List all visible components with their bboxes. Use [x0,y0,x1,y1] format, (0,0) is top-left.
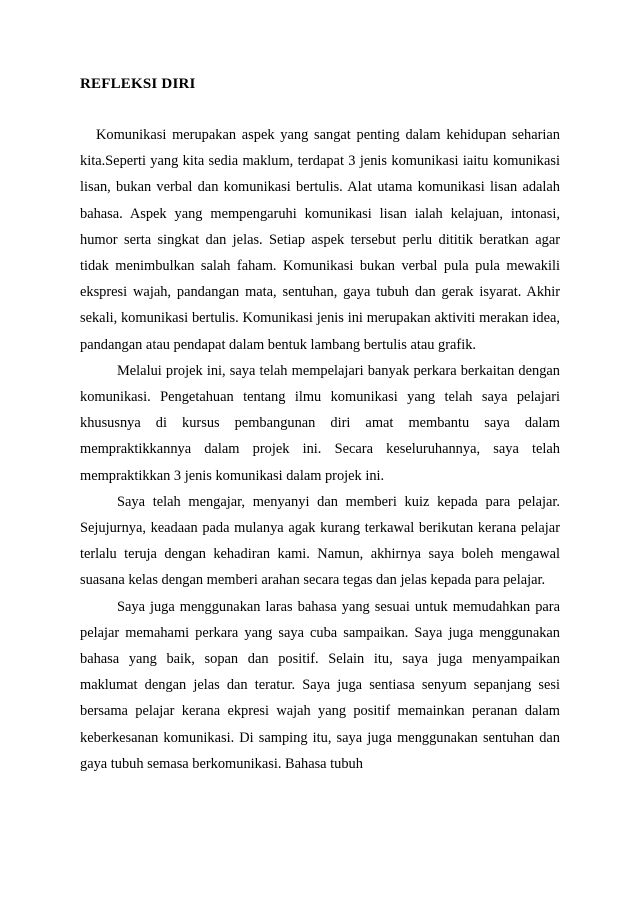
paragraph-laras-bahasa: Saya juga menggunakan laras bahasa yang sesuai untuk memudahkan para pelajar memahami perkara yang saya cuba sampaikan. Saya juga menggunakan bahasa yang baik, sopan dan positif. Selain itu, saya juga menyampaikan maklumat dengan jelas dan teratur. Saya juga sentiasa senyum sepanjang sesi bersama pelajar kerana ekpresi wajah yang positif memainkan peranan dalam keberkesanan komunikasi. Di samping itu, saya juga menggunakan sentuhan dan gaya tubuh semasa berkomunikasi. Bahasa tubuh [80,598,560,772]
document-body [80,122,560,777]
document-title: REFLEKSI DIRI [80,76,196,92]
paragraph-komunikasi: Komunikasi merupakan aspek yang sangat penting dalam kehidupan seharian kita.Seperti yang kita sedia maklum, terdapat 3 jenis komunikasi iaitu komunikasi lisan, bukan verbal dan komunikasi bertulis. Alat utama komunikasi lisan adalah bahasa. Aspek yang mempengaruhi komunikasi lisan ialah kelajuan, intonasi, humor serta singkat dan jelas. Setiap aspek tersebut perlu dititik beratkan agar tidak menimbulkan salah faham. Komunikasi bukan verbal pula pula mewakili ekspresi wajah, pandangan mata, sentuhan, gaya tubuh dan gerak isyarat. Akhir sekali, komunikasi bertulis. Komunikasi jenis ini merupakan aktiviti merakan idea, pandangan atau pendapat dalam bentuk lambang bertulis atau grafik. [80,127,560,353]
paragraph-projek: Melalui projek ini, saya telah mempelajari banyak perkara berkaitan dengan komunikasi. Pengetahuan tentang ilmu komunikasi yang telah saya pelajari khususnya di kursus pembangunan diri amat membantu saya dalam mempraktikkannya dalam projek ini. Secara keseluruhannya, saya telah mempraktikkan 3 jenis komunikasi dalam projek ini. [80,362,560,484]
paragraph-mengajar: Saya telah mengajar, menyanyi dan memberi kuiz kepada para pelajar. Sejujurnya, keadaan pada mulanya agak kurang terkawal berikutan kerana pelajar terlalu teruja dengan kehadiran kami. Namun, akhirnya saya boleh mengawal suasana kelas dengan memberi arahan secara tegas dan jelas kepada para pelajar. [80,493,560,589]
